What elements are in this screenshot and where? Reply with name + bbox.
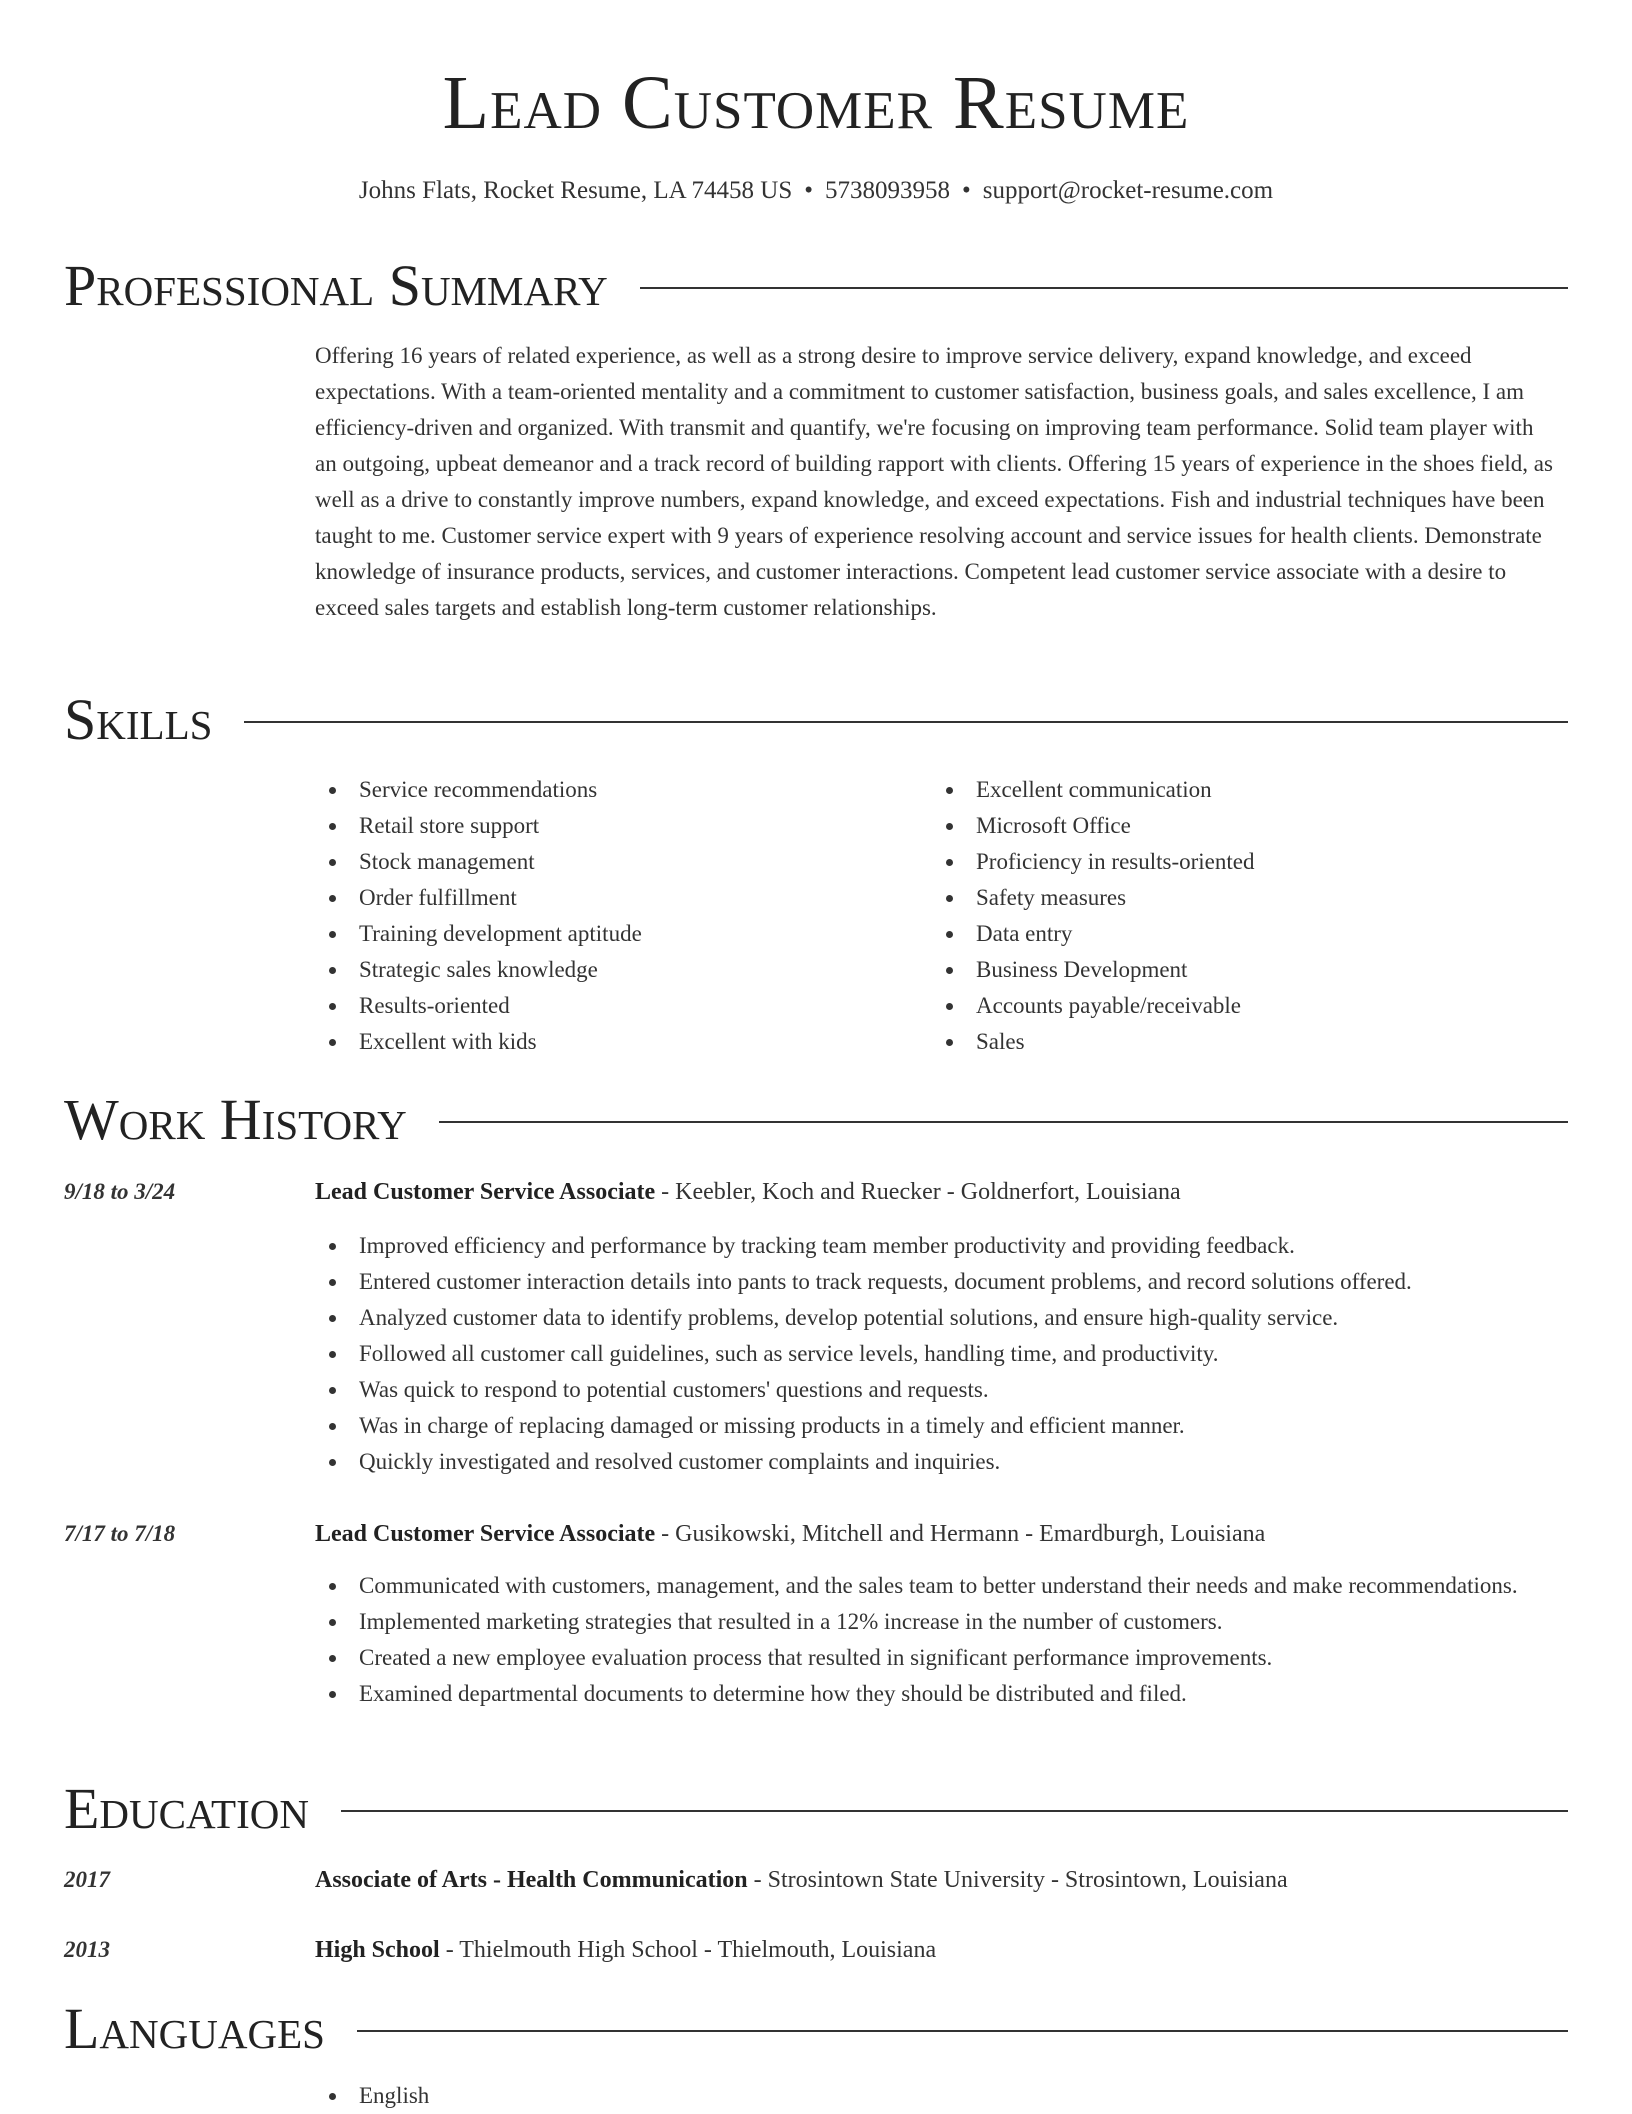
list-item: Data entry [932, 916, 1492, 952]
section-rule [341, 1810, 1568, 1812]
list-item: Sales [932, 1024, 1492, 1060]
separator: • [962, 177, 971, 204]
section-rule [244, 721, 1568, 723]
list-item: Retail store support [315, 808, 875, 844]
school: - Thielmouth High School - Thielmouth, Louisiana [439, 1937, 937, 1963]
school: - Strosintown State University - Strosintown, Louisiana [747, 1867, 1288, 1893]
list-item: Safety measures [932, 880, 1492, 916]
list-item: Results-oriented [315, 988, 875, 1024]
list-item: Examined departmental documents to determine how they should be distributed and filed. [315, 1676, 1565, 1712]
education-entry [315, 1932, 1565, 1968]
section-title: Work History [64, 1087, 407, 1152]
list-item: Followed all customer call guidelines, such as service levels, handling time, and productivity. [315, 1336, 1565, 1372]
job-title: Lead Customer Service Associate [315, 1521, 656, 1547]
degree: High School [315, 1937, 440, 1963]
section-header-summary [64, 254, 1568, 318]
job-employer: - Gusikowski, Mitchell and Hermann - Emardburgh, Louisiana [655, 1521, 1266, 1547]
section-header-education [64, 1777, 1568, 1841]
list-item: Analyzed customer data to identify problems, develop potential solutions, and ensure high-quality service. [315, 1300, 1565, 1336]
list-item: Stock management [315, 844, 875, 880]
list-item: Service recommendations [315, 772, 875, 808]
languages-list [315, 2078, 1565, 2114]
separator: • [804, 177, 814, 204]
job-employer: - Keebler, Koch and Ruecker - Goldnerfort, Louisiana [655, 1179, 1181, 1205]
list-item: English [315, 2078, 1565, 2114]
list-item: Entered customer interaction details into pants to track requests, document problems, and record solutions offered. [315, 1264, 1565, 1300]
section-header-languages [64, 1997, 1568, 2061]
section-title: Skills [64, 687, 213, 752]
list-item: Was in charge of replacing damaged or missing products in a timely and efficient manner. [315, 1408, 1565, 1444]
job-heading [315, 1516, 1565, 1552]
section-rule [640, 287, 1568, 289]
list-item: Strategic sales knowledge [315, 952, 875, 988]
section-rule [439, 1121, 1568, 1123]
list-item: Created a new employee evaluation process that resulted in significant performance improvements. [315, 1640, 1565, 1676]
section-header-skills [64, 688, 1568, 752]
section-rule [357, 2030, 1568, 2032]
list-item: Training development aptitude [315, 916, 875, 952]
list-item: Proficiency in results-oriented [932, 844, 1492, 880]
section-title: Languages [64, 1996, 325, 2061]
section-header-work [64, 1088, 1568, 1152]
education-year: 2013 [64, 1937, 110, 1962]
address: Johns Flats, Rocket Resume, LA 74458 US [358, 177, 793, 204]
list-item: Quickly investigated and resolved customer complaints and inquiries. [315, 1444, 1565, 1480]
list-item: Was quick to respond to potential customers' questions and requests. [315, 1372, 1565, 1408]
summary-text: Offering 16 years of related experience, as well as a strong desire to improve service delivery, expand knowledge, and exceed expectations. With a team-oriented mentality and a commitment to customer satisfaction, business goals, and sales excellence, I am efficiency-driven and organized. With transmit and quantify, we're focusing on improving team performance. Solid team player with an outgoing, upbeat demeanor and a track record of building rapport with clients. Offering 15 years of experience in the shoes field, as well as a drive to constantly improve numbers, expand knowledge, and exceed expectations. Fish and industrial techniques have been taught to me. Customer service expert with 9 years of experience resolving account and service issues for health clients. Demonstrate knowledge of insurance products, services, and customer interactions. Competent lead customer service associate with a desire to exceed sales targets and establish long-term customer relationships. [315, 343, 1553, 620]
list-item: Communicated with customers, management, and the sales team to better understand their needs and make recommendations. [315, 1568, 1565, 1604]
skills-list-right [932, 772, 1492, 1060]
contact-line [0, 174, 1632, 208]
list-item: Improved efficiency and performance by tracking team member productivity and providing feedback. [315, 1228, 1565, 1264]
skills-list-left [315, 772, 875, 1060]
job-dates: 7/17 to 7/18 [64, 1521, 176, 1546]
degree: Associate of Arts - Health Communication [315, 1867, 748, 1893]
list-item: Implemented marketing strategies that resulted in a 12% increase in the number of customers. [315, 1604, 1565, 1640]
job-heading [315, 1174, 1565, 1210]
list-item: Excellent communication [932, 772, 1492, 808]
education-entry [315, 1862, 1565, 1898]
list-item: Accounts payable/receivable [932, 988, 1492, 1024]
resume-title: Lead Customer Resume [442, 61, 1190, 145]
section-title: Professional Summary [64, 253, 608, 318]
list-item: Order fulfillment [315, 880, 875, 916]
job-title: Lead Customer Service Associate [315, 1179, 656, 1205]
section-title: Education [64, 1776, 309, 1841]
job-bullets [315, 1228, 1565, 1480]
job-dates: 9/18 to 3/24 [64, 1179, 176, 1204]
list-item: Microsoft Office [932, 808, 1492, 844]
list-item: Business Development [932, 952, 1492, 988]
list-item: Excellent with kids [315, 1024, 875, 1060]
education-year: 2017 [64, 1867, 110, 1892]
job-bullets [315, 1568, 1565, 1712]
phone: 5738093958 [825, 177, 951, 204]
email[interactable]: support@rocket-resume.com [982, 177, 1274, 204]
